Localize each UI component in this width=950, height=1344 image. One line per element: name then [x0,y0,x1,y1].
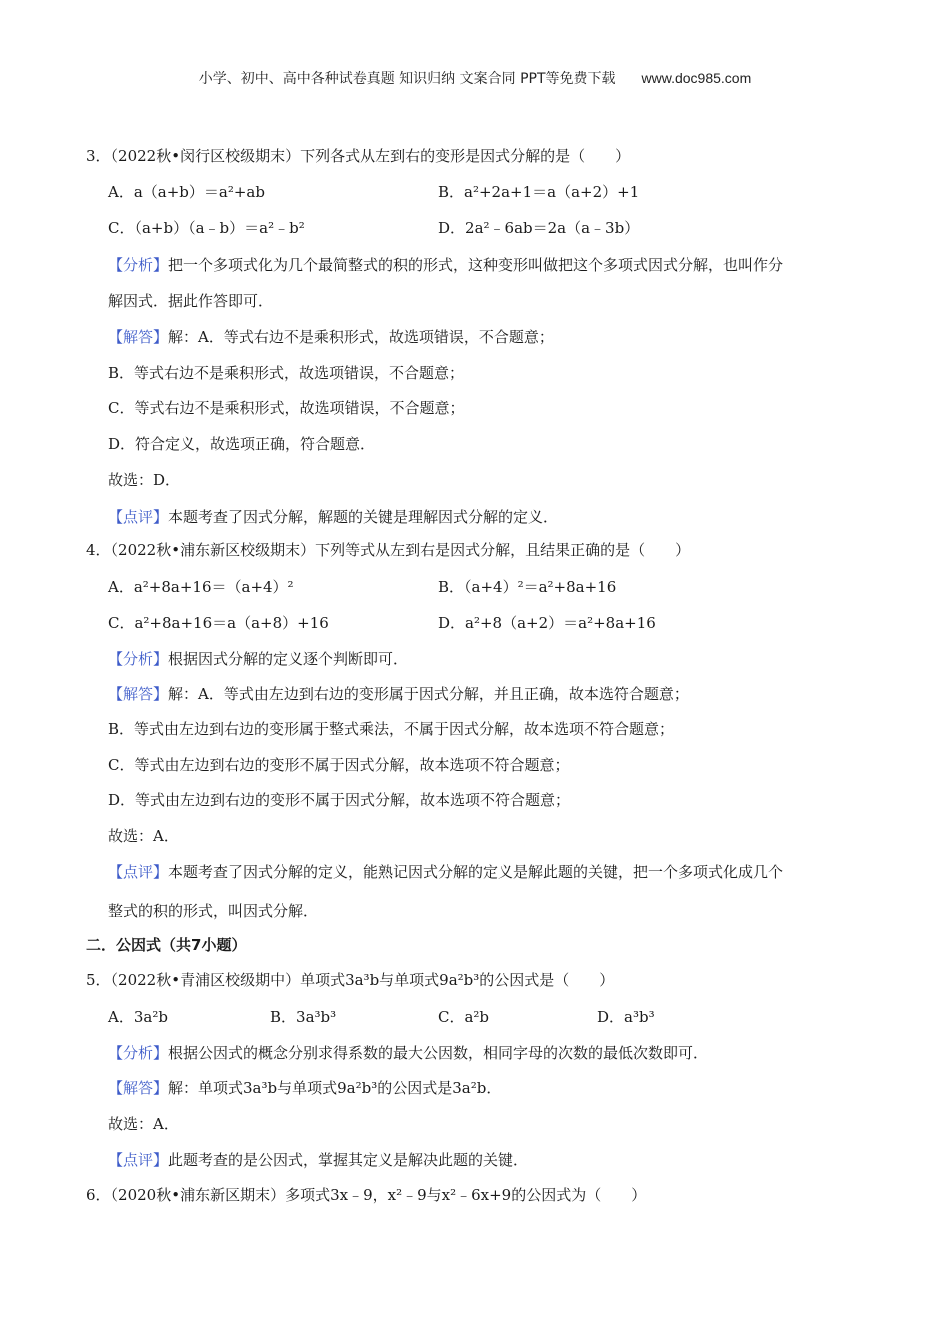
comment-text: 此题考查的是公因式，掌握其定义是解决此题的关键． [168,1151,529,1169]
q3-option-a: A．a（a+b）＝a²+ab [108,183,265,201]
comment-tag: 【点评】 [108,863,169,881]
comment-tag: 【点评】 [108,1151,169,1169]
analysis-tag: 【分析】 [108,650,169,668]
q3-analysis [108,254,783,276]
q4-answer-b: B．等式由左边到右边的变形属于整式乘法，不属于因式分解，故本选项不符合题意； [108,720,675,738]
comment-text: 本题考查了因式分解的定义，能熟记因式分解的定义是解此题的关键，把一个多项式化成几个 [168,863,784,881]
answer-tag: 【解答】 [108,328,169,346]
q4-option-c: C．a²+8a+16＝a（a+8）+16 [108,614,329,632]
q4-analysis [108,648,408,670]
q4-option-b: B．（a+4）²＝a²+8a+16 [438,578,617,596]
q5-analysis [108,1042,708,1064]
q3-choice: 故选：D． [108,471,181,489]
answer-tag: 【解答】 [108,685,169,703]
q3-answer-c: C．等式右边不是乘积形式，故选项错误，不合题意； [108,399,465,417]
analysis-tag: 【分析】 [108,1044,169,1062]
q4-option-d: D．a²+8（a+2）＝a²+8a+16 [438,614,656,632]
q3-comment [108,506,558,528]
answer-text: 解：单项式3a³b与单项式9a²b³的公因式是3a²b． [168,1079,502,1097]
q4-answer-c: C．等式由左边到右边的变形不属于因式分解，故本选项不符合题意； [108,756,570,774]
analysis-tag: 【分析】 [108,256,169,274]
analysis-text: 把一个多项式化为几个最简整式的积的形式，这种变形叫做把这个多项式因式分解，也叫作分 [168,256,784,274]
q3-answer [108,326,554,348]
q4-answer-d: D．等式由左边到右边的变形不属于因式分解，故本选项不符合题意； [108,791,571,809]
header-text: 小学、初中、高中各种试卷真题 知识归纳 文案合同 PPT等免费下载 [198,71,616,87]
q6-stem: 6．（2020秋•浦东新区期末）多项式3x﹣9，x²﹣9与x²﹣6x+9的公因式为（ ） [86,1186,647,1204]
q3-analysis-cont: 解因式．据此作答即可． [108,292,274,310]
q5-option-b: B．3a³b³ [270,1008,337,1026]
analysis-text: 根据因式分解的定义逐个判断即可． [168,650,409,668]
q5-comment [108,1149,528,1171]
q3-option-d: D．2a²﹣6ab＝2a（a﹣3b） [438,219,640,237]
header-url[interactable]: www.doc985.com [641,70,752,86]
q4-choice: 故选：A． [108,827,179,845]
q3-stem: 3．（2022秋•闵行区校级期末）下列各式从左到右的变形是因式分解的是（ ） [86,147,631,165]
q4-stem: 4．（2022秋•浦东新区校级期末）下列等式从左到右是因式分解，且结果正确的是（ ） [86,541,691,559]
q4-comment-cont: 整式的积的形式，叫因式分解． [108,902,319,920]
q3-answer-b: B．等式右边不是乘积形式，故选项错误，不合题意； [108,364,465,382]
q5-choice: 故选：A． [108,1115,179,1133]
q5-option-d: D．a³b³ [597,1008,655,1026]
answer-tag: 【解答】 [108,1079,169,1097]
q5-option-a: A．3a²b [108,1008,168,1026]
page-header [0,68,950,88]
comment-tag: 【点评】 [108,508,169,526]
analysis-text: 根据公因式的概念分别求得系数的最大公因数，相同字母的次数的最低次数即可． [168,1044,709,1062]
q4-comment [108,861,783,883]
q4-answer [108,683,689,705]
q3-answer-d: D．符合定义，故选项正确，符合题意． [108,435,376,453]
answer-text: 解：A．等式由左边到右边的变形属于因式分解，并且正确，故本选符合题意； [168,685,689,703]
q3-option-c: C．（a+b）（a﹣b）＝a²﹣b² [108,219,305,237]
q5-option-c: C．a²b [438,1008,490,1026]
q5-stem: 5．（2022秋•青浦区校级期中）单项式3a³b与单项式9a²b³的公因式是（ ） [86,971,615,989]
q5-answer [108,1077,501,1099]
q3-option-b: B．a²+2a+1＝a（a+2）+1 [438,183,640,201]
answer-text: 解：A．等式右边不是乘积形式，故选项错误，不合题意； [168,328,554,346]
comment-text: 本题考查了因式分解，解题的关键是理解因式分解的定义． [168,508,559,526]
q4-option-a: A．a²+8a+16＝（a+4）² [108,578,294,596]
section-title: 二．公因式（共7小题） [86,936,247,954]
